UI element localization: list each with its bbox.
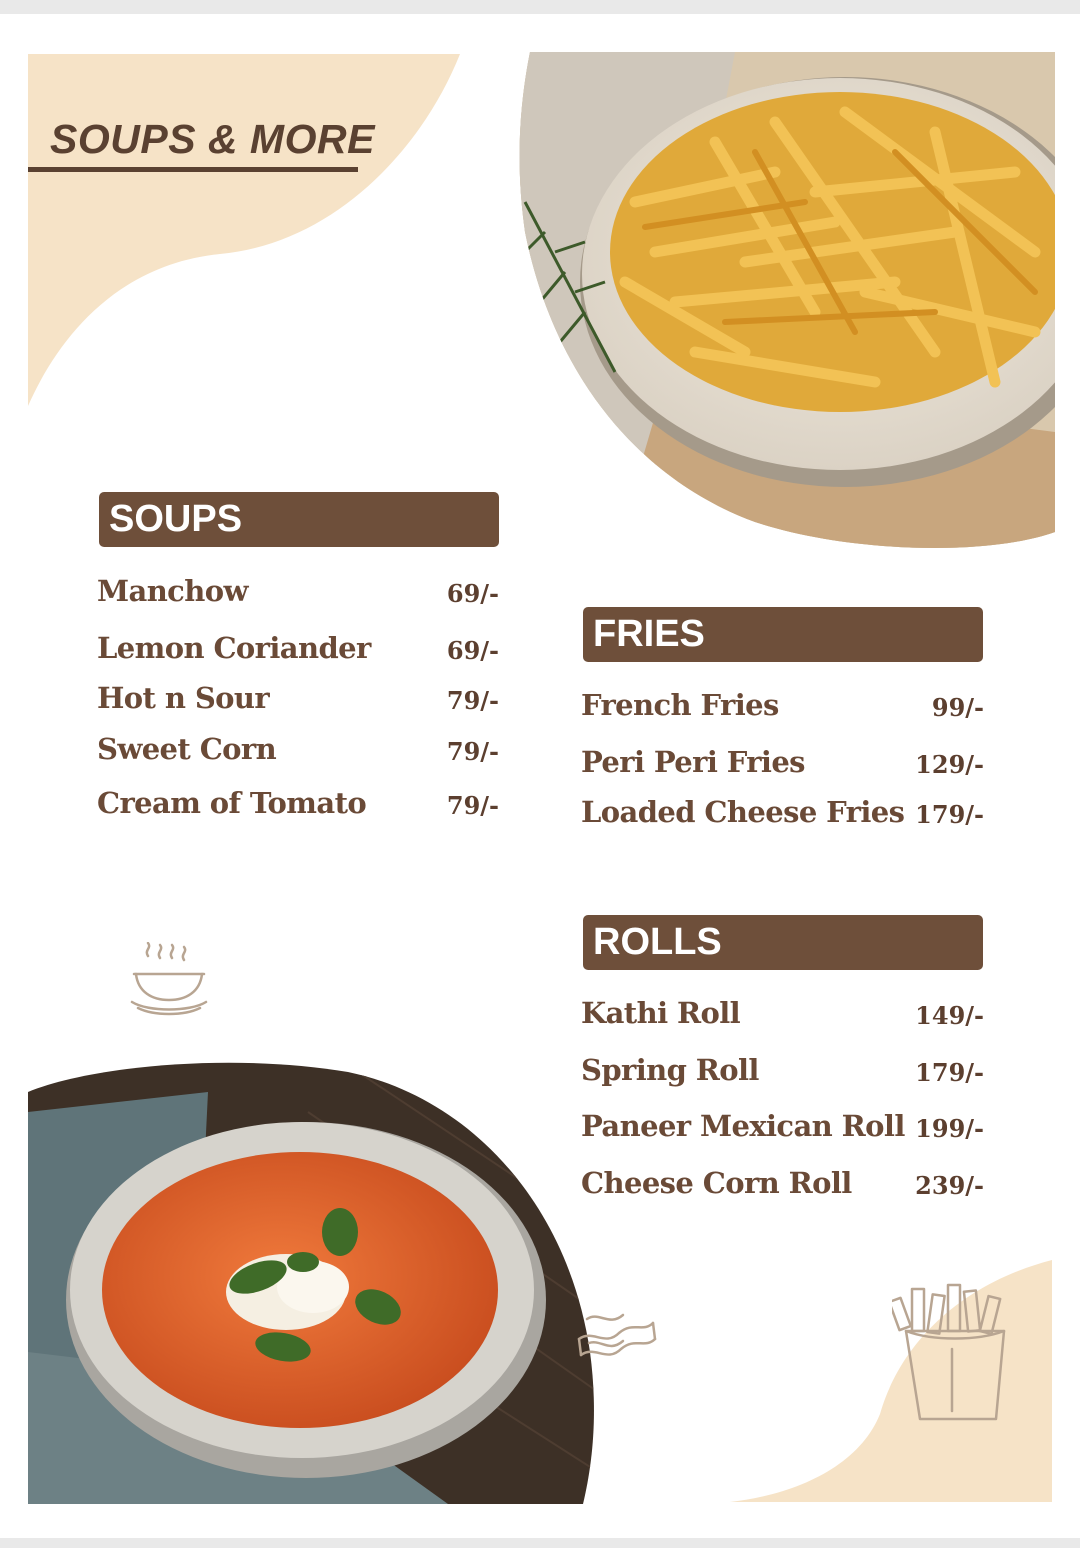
item-price: 149/- bbox=[915, 1001, 984, 1030]
item-price: 129/- bbox=[915, 750, 984, 779]
menu-item bbox=[581, 745, 984, 785]
soups-section-header: SOUPS bbox=[99, 492, 499, 547]
rolls-section-header: ROLLS bbox=[583, 915, 983, 970]
item-name: Lemon Coriander bbox=[97, 631, 371, 665]
rolls-list bbox=[581, 996, 984, 1216]
item-price: 179/- bbox=[915, 1058, 984, 1087]
menu-item bbox=[581, 1053, 984, 1093]
page-title: SOUPS & MORE bbox=[50, 116, 375, 162]
item-name: Cream of Tomato bbox=[97, 786, 367, 820]
fries-section-header: FRIES bbox=[583, 607, 983, 662]
item-price: 179/- bbox=[915, 800, 984, 829]
item-name: Peri Peri Fries bbox=[581, 745, 805, 779]
item-price: 79/- bbox=[446, 686, 499, 715]
menu-item bbox=[581, 688, 984, 728]
soup-bowl-icon bbox=[128, 942, 210, 1020]
top-left-cream-wave bbox=[28, 54, 460, 406]
item-name: Hot n Sour bbox=[97, 681, 270, 715]
menu-item bbox=[97, 574, 499, 614]
menu-item bbox=[97, 631, 499, 671]
item-name: Loaded Cheese Fries bbox=[581, 795, 905, 829]
tomato-soup-photo bbox=[28, 1052, 598, 1504]
item-price: 69/- bbox=[446, 579, 499, 608]
menu-item bbox=[97, 732, 499, 772]
bacon-icon bbox=[575, 1299, 657, 1369]
item-price: 199/- bbox=[915, 1114, 984, 1143]
soups-list bbox=[97, 574, 499, 834]
item-price: 79/- bbox=[446, 737, 499, 766]
item-name: French Fries bbox=[581, 688, 779, 722]
item-name: Kathi Roll bbox=[581, 996, 741, 1030]
item-name: Cheese Corn Roll bbox=[581, 1166, 852, 1200]
menu-item bbox=[581, 795, 984, 835]
item-price: 69/- bbox=[446, 636, 499, 665]
item-price: 239/- bbox=[915, 1171, 984, 1200]
item-name: Spring Roll bbox=[581, 1053, 759, 1087]
menu-item bbox=[97, 786, 499, 826]
menu-item bbox=[581, 1166, 984, 1206]
menu-item bbox=[581, 1109, 984, 1149]
menu-item bbox=[97, 681, 499, 721]
item-name: Manchow bbox=[97, 574, 248, 608]
fries-box-icon bbox=[892, 1279, 1022, 1424]
title-underline bbox=[28, 167, 358, 172]
menu-item bbox=[581, 996, 984, 1036]
fries-list bbox=[581, 688, 984, 848]
item-name: Paneer Mexican Roll bbox=[581, 1109, 905, 1143]
item-price: 79/- bbox=[446, 791, 499, 820]
item-name: Sweet Corn bbox=[97, 732, 277, 766]
item-price: 99/- bbox=[931, 693, 984, 722]
french-fries-photo bbox=[515, 52, 1055, 552]
menu-page bbox=[0, 14, 1080, 1538]
